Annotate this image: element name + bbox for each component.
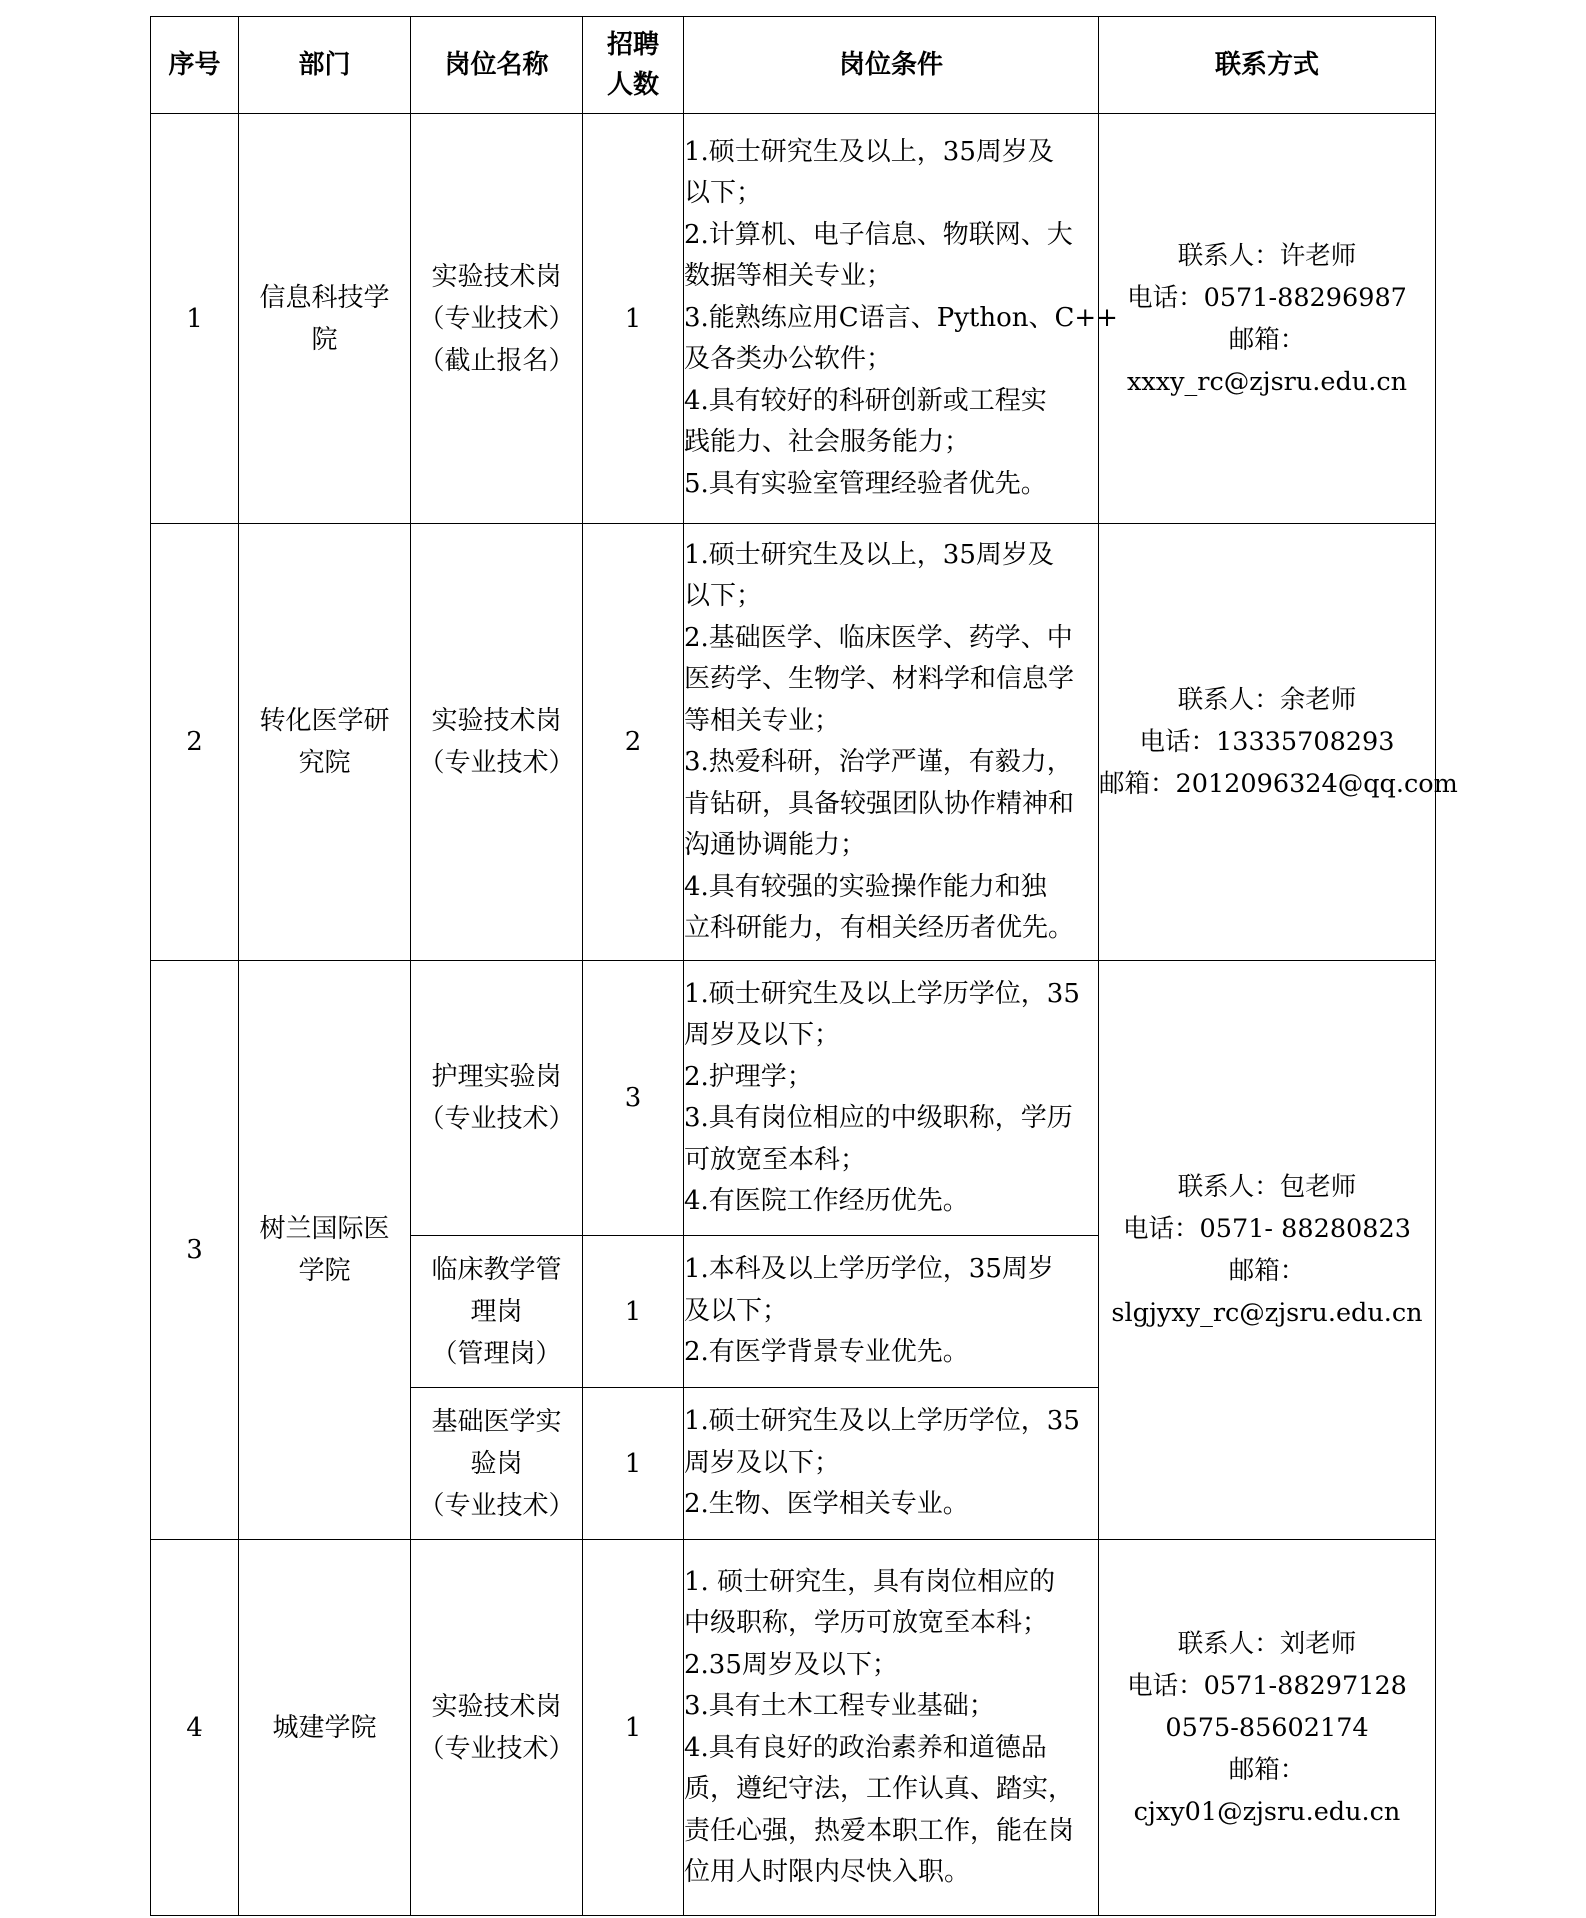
text-line: 4.具有较强的实验操作能力和独 xyxy=(684,871,1047,902)
text-line: 1.硕士研究生及以上学历学位，35 xyxy=(684,978,1080,1009)
header-contact: 联系方式 xyxy=(1099,17,1436,114)
email-text: xxxy_rc@zjsru.edu.cn xyxy=(1126,366,1408,397)
text-line: 邮箱： xyxy=(1228,1256,1306,1286)
header-dept: 部门 xyxy=(239,17,411,114)
conditions-cell xyxy=(684,1388,1099,1540)
table-row xyxy=(151,524,1436,961)
text-line: 基础医学实 xyxy=(431,1406,562,1437)
text-line: 联系人：包老师 xyxy=(1177,1172,1357,1202)
text-line: （管理岗） xyxy=(431,1338,562,1369)
text-line: 1.硕士研究生及以上，35周岁及 xyxy=(684,539,1054,570)
text-line: 位用人时限内尽快入职。 xyxy=(684,1857,971,1887)
text-line: 邮箱： xyxy=(1228,1754,1306,1785)
email-text: slgjyxy_rc@zjsru.edu.cn xyxy=(1111,1298,1423,1328)
text-line: 学院 xyxy=(298,1256,351,1286)
table-row xyxy=(151,961,1436,1236)
text-line: 及以下； xyxy=(684,1295,789,1326)
text-line: 中级职称，学历可放宽至本科； xyxy=(684,1608,1049,1638)
position-cell xyxy=(411,1388,583,1540)
conditions-cell xyxy=(684,961,1099,1236)
count-cell: 2 xyxy=(583,524,684,961)
text-line: 电话：0571-88296987 xyxy=(1127,282,1407,313)
text-line: 4.具有较好的科研创新或工程实 xyxy=(684,385,1047,416)
conditions-cell xyxy=(684,114,1118,524)
text-line: （专业技术） xyxy=(418,303,575,334)
text-line: 0575-85602174 xyxy=(1165,1712,1369,1743)
email-text: 邮箱：2012096324@qq.com xyxy=(1099,769,1458,799)
text-line: 沟通协调能力； xyxy=(684,830,867,860)
text-line: 实验技术岗 xyxy=(431,1691,562,1722)
dept-cell xyxy=(239,114,411,524)
text-line: 电话：13335708293 xyxy=(1139,727,1395,757)
count-cell: 1 xyxy=(583,1388,684,1540)
text-line: 立科研能力，有相关经历者优先。 xyxy=(684,913,1075,943)
text-line: 信息科技学 xyxy=(259,282,390,313)
position-cell xyxy=(411,1540,583,1916)
text-line: 验岗 xyxy=(470,1448,523,1479)
text-line: 4.有医院工作经历优先。 xyxy=(684,1186,969,1216)
text-line: 医药学、生物学、材料学和信息学 xyxy=(684,664,1075,694)
text-line: 以下； xyxy=(684,581,763,611)
text-line: 联系人：刘老师 xyxy=(1177,1628,1357,1659)
dept-cell xyxy=(239,524,411,961)
position-cell xyxy=(411,1236,583,1388)
text-line: 邮箱： xyxy=(1228,324,1306,355)
table-row xyxy=(151,114,1436,524)
text-line: 理岗 xyxy=(470,1296,523,1327)
text-line: 临床教学管 xyxy=(431,1254,562,1285)
text-line: 电话：0571- 88280823 xyxy=(1123,1214,1411,1244)
text-line: 质，遵纪守法，工作认真、踏实， xyxy=(684,1774,1075,1804)
text-line: 以下； xyxy=(684,178,763,209)
text-line: 可放宽至本科； xyxy=(684,1144,867,1175)
table-row xyxy=(151,1540,1436,1916)
text-line: 2.35周岁及以下； xyxy=(684,1649,898,1680)
text-line: 等相关专业； xyxy=(684,705,841,736)
text-line: 数据等相关专业； xyxy=(684,261,893,292)
text-line: （专业技术） xyxy=(418,748,575,778)
contact-cell xyxy=(1099,524,1458,961)
contact-cell xyxy=(1099,961,1436,1540)
position-cell xyxy=(411,114,583,524)
text-line: 城建学院 xyxy=(272,1712,377,1743)
text-line: 联系人：许老师 xyxy=(1177,240,1357,271)
text-line: 及各类办公软件； xyxy=(684,344,893,375)
contact-cell xyxy=(1099,114,1436,524)
seq-cell: 4 xyxy=(151,1540,239,1916)
count-cell: 3 xyxy=(583,961,684,1236)
contact-cell xyxy=(1099,1540,1436,1916)
header-seq: 序号 xyxy=(151,17,239,114)
text-line: 3.热爱科研，治学严谨，有毅力， xyxy=(684,747,1073,777)
text-line: 责任心强，热爱本职工作，能在岗 xyxy=(684,1815,1075,1846)
text-line: 3.能熟练应用C语言、Python、C++ xyxy=(684,302,1118,333)
text-line: 转化医学研 xyxy=(259,706,390,736)
text-line: 究院 xyxy=(298,748,351,778)
text-line: 5.具有实验室管理经验者优先。 xyxy=(684,468,1047,499)
seq-cell: 1 xyxy=(151,114,239,524)
text-line: 2.生物、医学相关专业。 xyxy=(684,1489,969,1520)
seq-cell: 2 xyxy=(151,524,239,961)
text-line: （专业技术） xyxy=(418,1490,575,1521)
text-line: 1.硕士研究生及以上学历学位，35 xyxy=(684,1406,1080,1437)
header-count-line: 招聘 xyxy=(606,30,659,60)
conditions-cell xyxy=(684,1236,1099,1388)
seq-cell: 3 xyxy=(151,961,239,1540)
text-line: 院 xyxy=(311,324,338,355)
text-line: 2.计算机、电子信息、物联网、大 xyxy=(684,219,1073,250)
text-line: 周岁及以下； xyxy=(684,1020,841,1050)
dept-cell xyxy=(239,961,411,1540)
text-line: 1.硕士研究生及以上，35周岁及 xyxy=(684,136,1054,167)
text-line: 1. 硕士研究生，具有岗位相应的 xyxy=(684,1566,1056,1597)
text-line: 4.具有良好的政治素养和道德品 xyxy=(684,1732,1047,1763)
header-conditions: 岗位条件 xyxy=(684,17,1099,114)
header-row xyxy=(151,17,1436,114)
position-cell xyxy=(411,524,583,961)
text-line: 1.本科及以上学历学位，35周岁 xyxy=(684,1254,1054,1285)
recruitment-table xyxy=(150,16,1458,1916)
text-line: 3.具有岗位相应的中级职称，学历 xyxy=(684,1103,1073,1133)
header-position: 岗位名称 xyxy=(411,17,583,114)
count-cell: 1 xyxy=(583,1540,684,1916)
text-line: 3.具有土木工程专业基础； xyxy=(684,1691,995,1721)
conditions-cell xyxy=(684,1540,1099,1916)
text-line: 2.有医学背景专业优先。 xyxy=(684,1337,969,1368)
text-line: （专业技术） xyxy=(418,1733,575,1764)
text-line: 电话：0571-88297128 xyxy=(1127,1670,1407,1701)
text-line: 树兰国际医 xyxy=(259,1214,390,1244)
text-line: 实验技术岗 xyxy=(431,261,562,292)
text-line: （截止报名） xyxy=(418,345,575,376)
header-count-line: 人数 xyxy=(606,70,659,100)
position-cell xyxy=(411,961,583,1236)
email-text: cjxy01@zjsru.edu.cn xyxy=(1133,1796,1401,1827)
count-cell: 1 xyxy=(583,1236,684,1388)
text-line: （专业技术） xyxy=(418,1104,575,1134)
text-line: 联系人：余老师 xyxy=(1177,685,1357,715)
count-cell: 1 xyxy=(583,114,684,524)
text-line: 周岁及以下； xyxy=(684,1447,841,1478)
text-line: 肯钻研，具备较强团队协作精神和 xyxy=(684,788,1075,819)
text-line: 2.护理学； xyxy=(684,1061,813,1092)
text-line: 践能力、社会服务能力； xyxy=(684,427,971,458)
text-line: 护理实验岗 xyxy=(431,1062,562,1092)
header-count xyxy=(583,17,684,114)
text-line: 实验技术岗 xyxy=(431,706,562,736)
conditions-cell xyxy=(684,524,1099,961)
text-line: 2.基础医学、临床医学、药学、中 xyxy=(684,622,1073,653)
dept-cell xyxy=(239,1540,411,1916)
